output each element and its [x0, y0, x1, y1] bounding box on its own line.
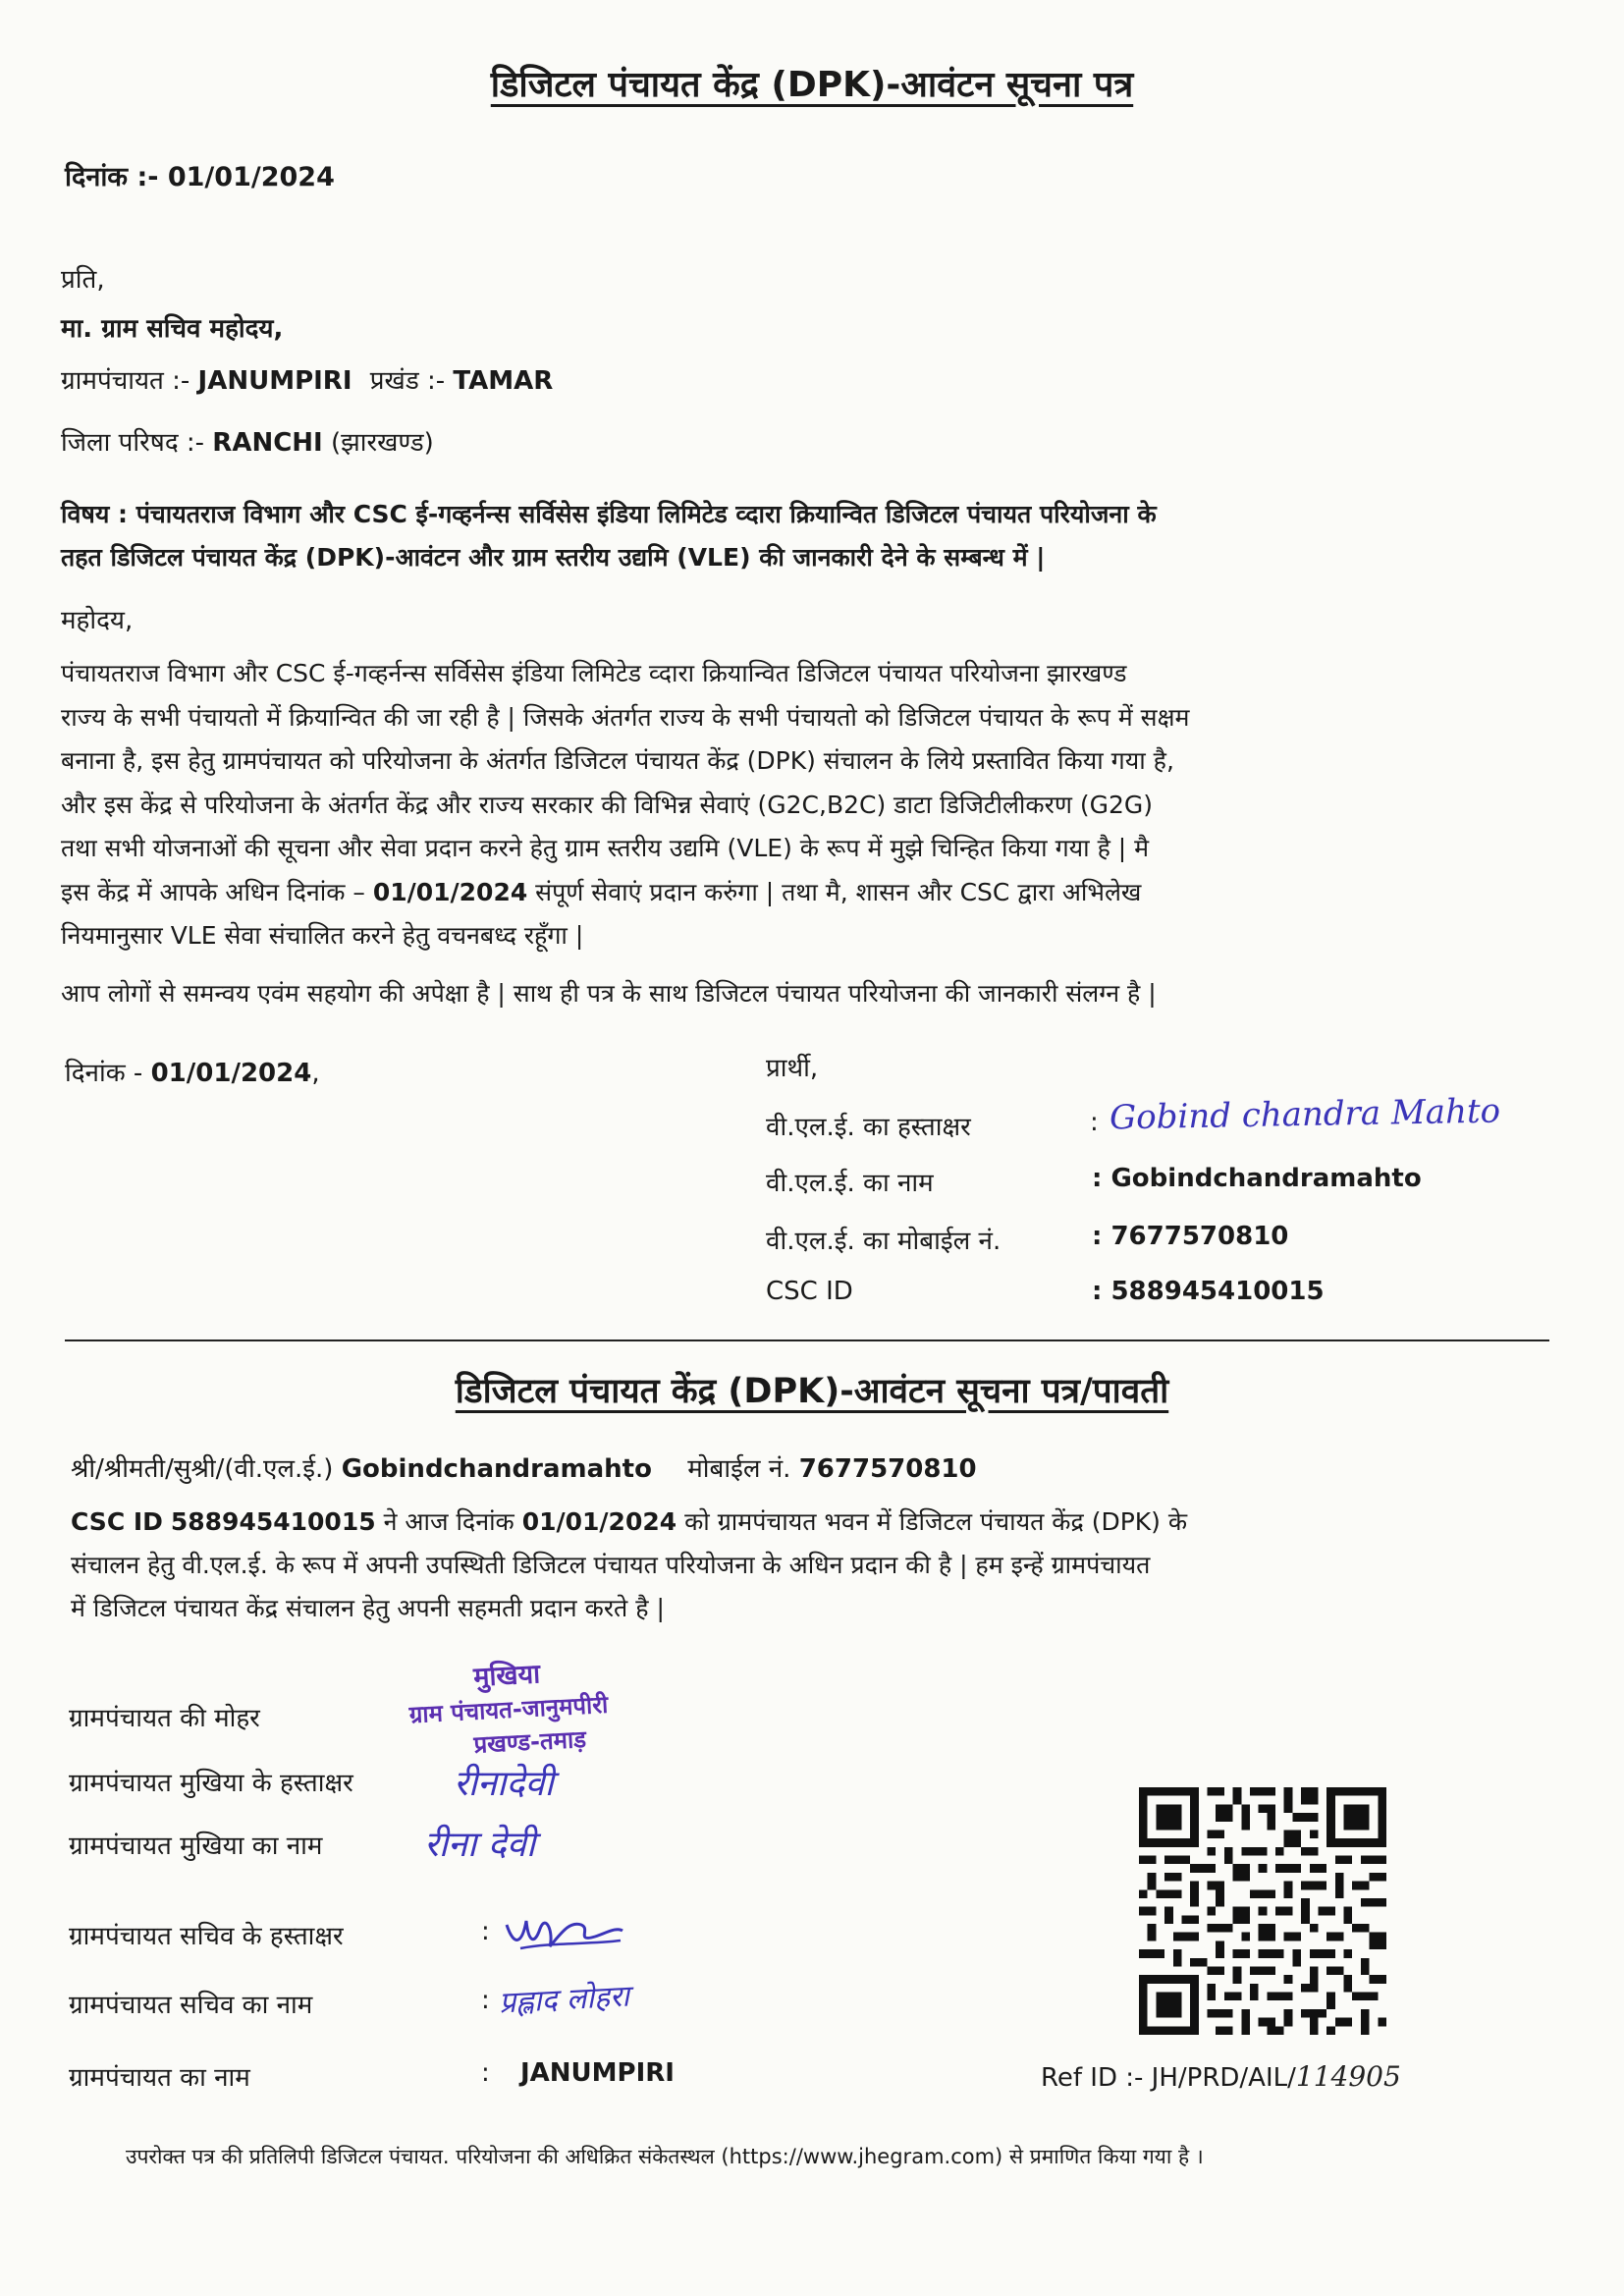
gp-name-value: JANUMPIRI — [520, 2058, 675, 2088]
vle-mobile: 7677570810 — [1110, 1222, 1289, 1251]
gram-panchayat-label: ग्रामपंचायत :- — [61, 366, 190, 396]
receipt-line-4: में डिजिटल पंचायत केंद्र संचालन हेतु अपनी सहमती प्रदान करते है | — [71, 1594, 665, 1622]
ref-id — [1041, 2060, 1401, 2093]
gp-name-label: ग्रामपंचायत का नाम — [69, 2063, 250, 2093]
block-value: TAMAR — [453, 366, 554, 396]
mukhiya-name-label: ग्रामपंचायत मुखिया का नाम — [69, 1831, 323, 1861]
subject-line-1: विषय : पंचायतराज विभाग और CSC ई-गव्हर्नन्स सर्विसेस इंडिया लिमिटेड व्दारा क्रियान्वित डिजिटल पंचायत परियोजना के — [61, 500, 1157, 528]
sachiv-name-handwritten: प्रह्लाद लोहरा — [498, 1979, 630, 2021]
closing-line: आप लोगों से समन्वय एवंम सहयोग की अपेक्षा है | साथ ही पत्र के साथ डिजिटल पंचायत परियोजना की जानकारी संलग्न है | — [61, 979, 1157, 1008]
district-label: जिला परिषद :- — [61, 428, 205, 458]
footer-date-value: 01/01/2024 — [150, 1059, 312, 1088]
receipt-csc-value: 588945410015 — [170, 1507, 376, 1536]
district-value: RANCHI — [212, 428, 323, 458]
colon: : — [1092, 1222, 1103, 1251]
gram-panchayat-value: JANUMPIRI — [197, 366, 352, 396]
colon: : — [1092, 1277, 1103, 1306]
subject — [61, 493, 1573, 579]
panchayat-stamp — [359, 1652, 659, 1768]
prati: प्रति, — [61, 265, 105, 295]
receipt-line-1 — [71, 1449, 977, 1485]
vle-name: Gobindchandramahto — [1110, 1164, 1422, 1193]
salutation: महोदय, — [61, 606, 134, 635]
receipt-line-2 — [71, 1501, 1583, 1544]
vle-mobile-label: वी.एल.ई. का मोबाईल नं. — [766, 1227, 1001, 1256]
body-line: राज्य के सभी पंचायतो में क्रियान्वित की जा रही है | जिसके अंतर्गत राज्य के सभी पंचायतो को डिजिटल पंचायत के रूप में सक्षम — [61, 702, 1190, 732]
receipt-csc-label: CSC ID — [71, 1507, 163, 1536]
addressee: मा. ग्राम सचिव महोदय, — [61, 314, 284, 344]
gp-name-colon: : — [481, 2058, 490, 2088]
footer-date-comma: , — [311, 1059, 320, 1088]
csc-value — [1092, 1277, 1325, 1306]
vle-sign-label: वी.एल.ई. का हस्ताक्षर — [766, 1113, 971, 1142]
vle-prefix: श्री/श्रीमती/सुश्री/(वी.एल.ई.) — [71, 1454, 334, 1484]
body-line — [61, 871, 1593, 915]
subject-line-2: तहत डिजिटल पंचायत केंद्र (DPK)-आवंटन और ग्राम स्तरीय उद्यमि (VLE) की जानकारी देने के सम्बन्ध में | — [61, 543, 1046, 572]
receipt-post: को ग्रामपंचायत भवन में डिजिटल पंचायत केंद्र (DPK) के — [684, 1507, 1188, 1536]
mukhiya-signature: रीनादेवी — [454, 1764, 554, 1804]
receipt-mobile: 7677570810 — [798, 1454, 977, 1484]
receipt-title: डिजिटल पंचायत केंद्र (DPK)-आवंटन सूचना पत्र/पावती — [455, 1372, 1169, 1411]
mukhiya-sign-label: ग्रामपंचायत मुखिया के हस्ताक्षर — [69, 1769, 353, 1798]
body-line: तथा सभी योजनाओं की सूचना और सेवा प्रदान करने हेतु ग्राम स्तरीय उद्यमि (VLE) के रूप में मुझे चिन्हित किया गया है | मै — [61, 834, 1150, 862]
stamp-line: मुखिया — [472, 1659, 541, 1693]
ref-label: Ref ID :- JH/PRD/AIL/ — [1041, 2063, 1296, 2093]
body-line: बनाना है, इस हेतु ग्रामपंचायत को परियोजना के अंतर्गत डिजिटल पंचायत केंद्र (DPK) संचालन के लिये प्रस्तावित किया गया है, — [61, 746, 1174, 775]
footer-date — [65, 1054, 320, 1089]
receipt-mid: ने आज दिनांक — [383, 1507, 514, 1536]
body-line-6-post: संपूर्ण सेवाएं प्रदान करुंगा | तथा मै, शासन और CSC द्वारा अभिलेख — [527, 877, 1142, 906]
receipt-body — [71, 1501, 1583, 1630]
sachiv-signature — [501, 1903, 628, 1962]
colon: : — [1092, 1164, 1103, 1193]
block-label: प्रखंड :- — [369, 366, 446, 396]
vle-mobile-value — [1092, 1222, 1288, 1251]
csc-id: 588945410015 — [1110, 1277, 1325, 1306]
vle-sign-colon: : — [1090, 1108, 1099, 1137]
gram-panchayat-line — [61, 361, 553, 397]
mukhiya-name-handwritten: रीना देवी — [424, 1825, 536, 1865]
letter-body — [61, 652, 1593, 958]
sachiv-sign-label: ग्रामपंचायत सचिव के हस्ताक्षर — [69, 1922, 344, 1951]
qr-code — [1139, 1787, 1386, 2035]
body-line: पंचायतराज विभाग और CSC ई-गव्हर्नन्स सर्विसेस इंडिया लिमिटेड व्दारा क्रियान्वित डिजिटल पंचायत परियोजना झारखण्ड — [61, 659, 1127, 687]
district-state: (झारखण्ड) — [330, 428, 434, 458]
district-line — [61, 423, 434, 459]
sachiv-sign-colon: : — [481, 1917, 490, 1946]
footer-date-label: दिनांक - — [65, 1059, 143, 1088]
ref-number: 114905 — [1295, 2060, 1401, 2093]
body-line: नियमानुसार VLE सेवा संचालित करने हेतु वचनबध्द रहूँगा | — [61, 921, 584, 950]
receipt-line-3: संचालन हेतु वी.एल.ई. के रूप में अपनी उपस्थिती डिजिटल पंचायत परियोजना के अधिन प्रदान की है | हम इन्हें ग्रामपंचायत — [71, 1551, 1151, 1579]
footer-note: उपरोक्त पत्र की प्रतिलिपी डिजिटल पंचायत. परियोजना की अधिक्रित संकेतस्थल (https://www.jhegram.com) से प्रमाणित किया गया है । — [126, 2145, 1204, 2168]
divider — [65, 1339, 1549, 1341]
stamp-line: प्रखण्ड-तमाड़ — [472, 1724, 587, 1759]
receipt-mobile-label: मोबाईल नं. — [687, 1454, 791, 1484]
body-line: और इस केंद्र से परियोजना के अंतर्गत केंद्र और राज्य सरकार की विभिन्न सेवाएं (G2C,B2C) डाटा डिजिटीलीकरण (G2G) — [61, 790, 1154, 819]
letter-date: दिनांक :- 01/01/2024 — [65, 162, 335, 192]
stamp-line: ग्राम पंचायत-जानुमपीरी — [408, 1690, 609, 1729]
vle-signature: Gobind chandra Mahto — [1109, 1091, 1501, 1138]
body-line-6-date: 01/01/2024 — [372, 877, 528, 906]
vle-name-value — [1092, 1164, 1422, 1193]
applicant: प्रार्थी, — [766, 1054, 819, 1083]
vle-name-label: वी.एल.ई. का नाम — [766, 1169, 934, 1198]
body-line-6-pre: इस केंद्र में आपके अधिन दिनांक – — [61, 877, 365, 906]
sachiv-name-label: ग्रामपंचायत सचिव का नाम — [69, 1991, 313, 2020]
letter-title: डिजिटल पंचायत केंद्र (DPK)-आवंटन सूचना पत्र — [490, 65, 1134, 105]
receipt-vle-name: Gobindchandramahto — [341, 1454, 652, 1484]
receipt-date: 01/01/2024 — [521, 1507, 677, 1536]
csc-label: CSC ID — [766, 1277, 853, 1306]
seal-label: ग्रामपंचायत की मोहर — [69, 1704, 260, 1733]
sachiv-name-colon: : — [481, 1986, 490, 2015]
